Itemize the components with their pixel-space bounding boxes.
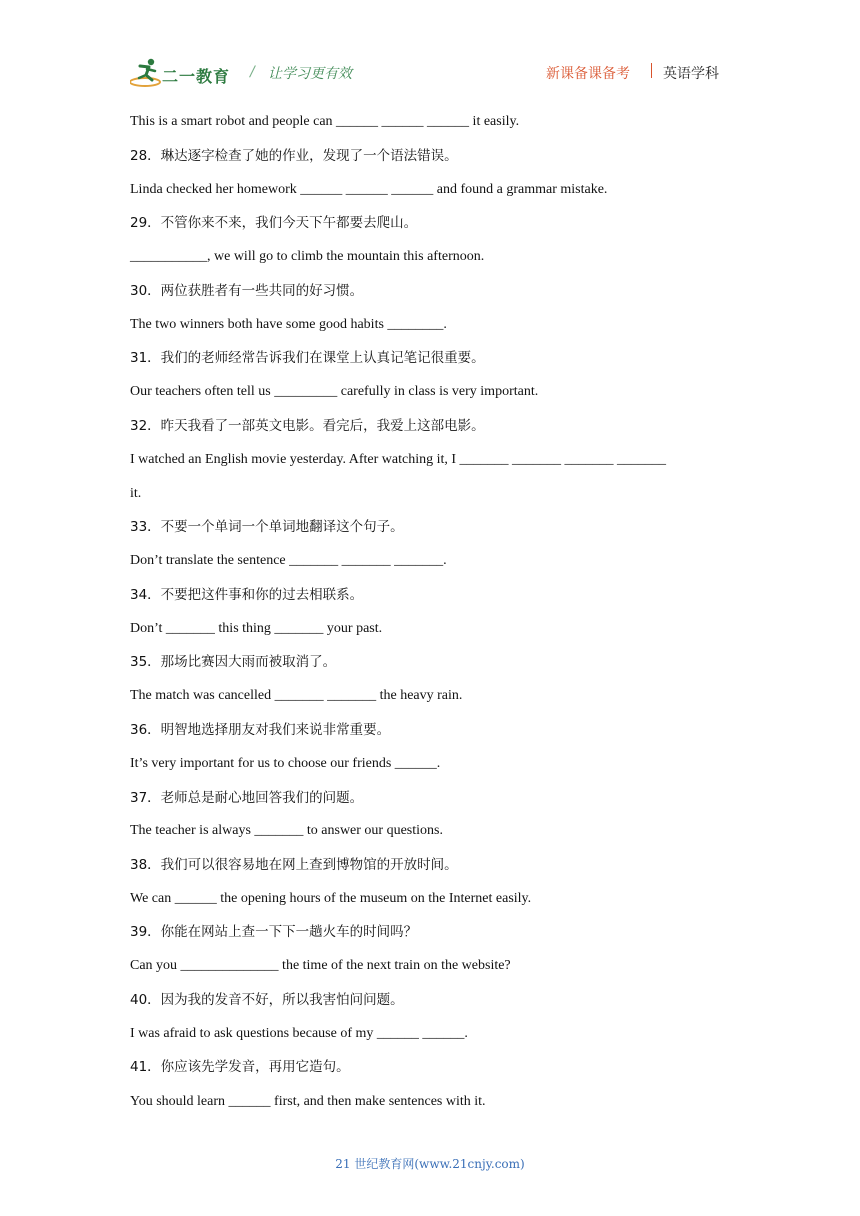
answer-line: Can you ______________ the time of the next train on the website? (130, 958, 511, 973)
answer-line: The teacher is always _______ to answer our questions. (130, 823, 443, 838)
header-series: 新课备课备考 (546, 66, 630, 82)
page-header (130, 54, 730, 90)
answer-line: I was afraid to ask questions because of my ______ ______. (130, 1026, 468, 1041)
question-line: 33．不要一个单词一个单词地翻译这个句子。 (130, 519, 404, 535)
runner-logo-icon (130, 56, 164, 88)
question-line: 29．不管你来不来，我们今天下午都要去爬山。 (130, 215, 418, 231)
answer-line: Our teachers often tell us _________ carefully in class is very important. (130, 384, 539, 399)
question-line: 36．明智地选择朋友对我们来说非常重要。 (130, 722, 391, 738)
header-divider (651, 63, 652, 78)
question-line: 35．那场比赛因大雨而被取消了。 (130, 654, 337, 670)
answer-line: I watched an English movie yesterday. After watching it, I _______ _______ _______ _______ (130, 452, 667, 467)
answer-line: ___________, we will go to climb the mountain this afternoon. (130, 249, 485, 264)
question-line: 28．琳达逐字检查了她的作业，发现了一个语法错误。 (130, 148, 458, 164)
question-line: 32．昨天我看了一部英文电影。看完后，我爱上这部电影。 (130, 418, 485, 434)
answer-line: You should learn ______ first, and then make sentences with it. (130, 1094, 486, 1109)
header-slogan: 让学习更有效 (268, 66, 352, 82)
answer-line: Don’t _______ this thing _______ your past. (130, 621, 383, 636)
logo-text: 二一教育 (162, 67, 231, 86)
answer-line: Linda checked her homework ______ ______ ______ and found a grammar mistake. (130, 182, 608, 197)
answer-line: We can ______ the opening hours of the museum on the Internet easily. (130, 891, 532, 906)
question-line: 40．因为我的发音不好，所以我害怕问问题。 (130, 992, 404, 1008)
answer-line: The match was cancelled _______ _______ the heavy rain. (130, 688, 463, 703)
answer-line-continued: it. (130, 486, 142, 501)
page-footer: 21 世纪教育网(www.21cnjy.com) (335, 1157, 525, 1171)
question-line: 34．不要把这件事和你的过去相联系。 (130, 587, 364, 603)
answer-line: This is a smart robot and people can ______ ______ ______ it easily. (130, 114, 520, 129)
question-line: 30．两位获胜者有一些共同的好习惯。 (130, 283, 364, 299)
answer-line: Don’t translate the sentence _______ _______ _______. (130, 553, 447, 568)
question-line: 41．你应该先学发音，再用它造句。 (130, 1059, 350, 1075)
question-line: 38．我们可以很容易地在网上查到博物馆的开放时间。 (130, 857, 458, 873)
question-line: 31．我们的老师经常告诉我们在课堂上认真记笔记很重要。 (130, 350, 485, 366)
question-line: 37．老师总是耐心地回答我们的问题。 (130, 790, 364, 806)
header-separator-slash: / (250, 64, 255, 80)
answer-line: It’s very important for us to choose our friends ______. (130, 756, 441, 771)
header-subject: 英语学科 (663, 66, 719, 82)
answer-line: The two winners both have some good habits ________. (130, 317, 447, 332)
logo (130, 56, 240, 90)
question-line: 39．你能在网站上查一下下一趟火车的时间吗？ (130, 924, 418, 940)
